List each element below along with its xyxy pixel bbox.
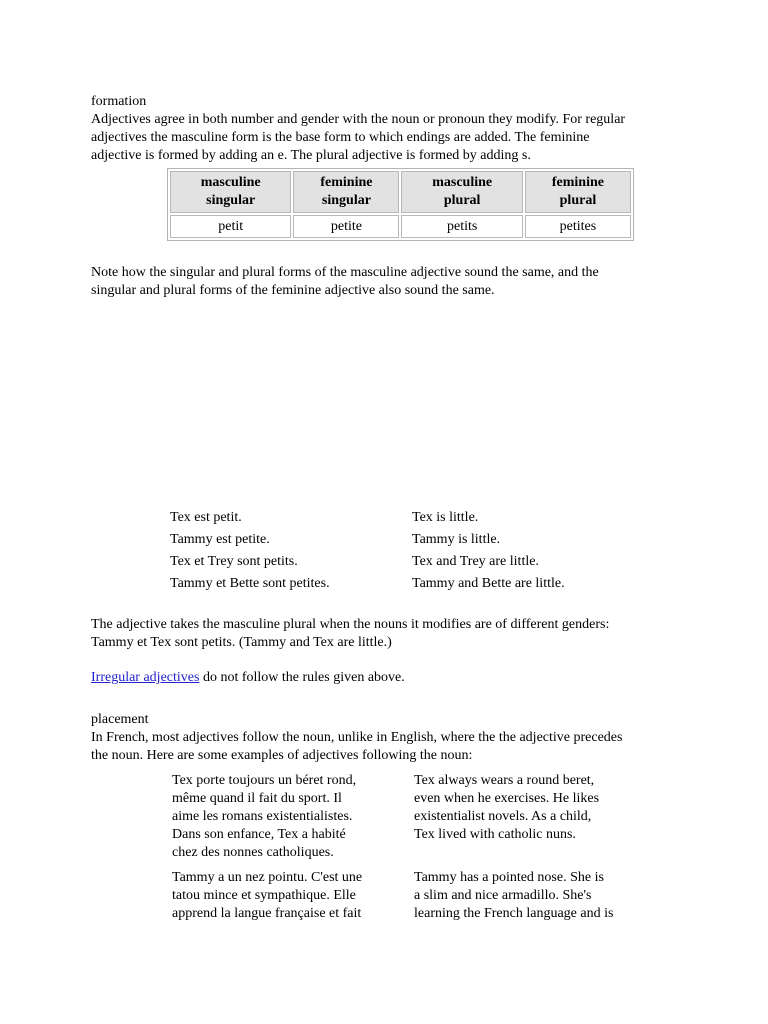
english-line: Tammy has a pointed nose. She is (414, 870, 604, 885)
placement-french-block (172, 869, 402, 923)
irregular-text: do not follow the rules given above. (199, 670, 405, 685)
english-line: Tex always wears a round beret, (414, 773, 595, 788)
mixed-gender-line: Tammy et Tex sont petits. (Tammy and Tex are little.) (91, 635, 392, 650)
french-line: chez des nonnes catholiques. (172, 845, 334, 860)
placement-english-block (414, 869, 644, 923)
placement-intro-line: the noun. Here are some examples of adjectives following the noun: (91, 748, 473, 763)
example-english: Tammy and Bette are little. (412, 576, 565, 591)
irregular-paragraph (91, 669, 681, 687)
header-feminine-singular: feminine singular (293, 171, 399, 213)
mixed-gender-paragraph (91, 616, 681, 652)
english-line: learning the French language and is (414, 906, 614, 921)
formation-heading: formation (91, 94, 147, 109)
example-english: Tex is little. (412, 510, 479, 525)
placement-section (91, 711, 681, 765)
english-line: existentialist novels. As a child, (414, 809, 592, 824)
formation-intro-line: adjective is formed by adding an e. The plural adjective is formed by adding s. (91, 148, 531, 163)
header-masculine-singular: masculine singular (170, 171, 291, 213)
table-cell: petits (401, 215, 522, 238)
example-english: Tex and Trey are little. (412, 554, 539, 569)
example-french: Tammy et Bette sont petites. (170, 576, 330, 591)
french-line: Tammy a un nez pointu. C'est une (172, 870, 363, 885)
formation-section (91, 93, 681, 165)
english-line: even when he exercises. He likes (414, 791, 600, 806)
note-line: Note how the singular and plural forms of the masculine adjective sound the same, and the (91, 265, 599, 280)
placement-english-block (414, 772, 644, 844)
header-masculine-plural: masculine plural (401, 171, 522, 213)
example-french: Tex est petit. (170, 510, 242, 525)
english-line: Tex lived with catholic nuns. (414, 827, 576, 842)
formation-intro-line: adjectives the masculine form is the base form to which endings are added. The feminine (91, 130, 590, 145)
table-cell: petites (525, 215, 631, 238)
mixed-gender-line: The adjective takes the masculine plural when the nouns it modifies are of different genders: (91, 617, 610, 632)
placement-heading: placement (91, 712, 149, 727)
adjective-forms-table (167, 168, 634, 241)
header-feminine-plural: feminine plural (525, 171, 631, 213)
french-line: Dans son enfance, Tex a habité (172, 827, 346, 842)
table-cell: petit (170, 215, 291, 238)
table-header-row (170, 171, 631, 213)
formation-intro-line: Adjectives agree in both number and gender with the noun or pronoun they modify. For regular (91, 112, 626, 127)
french-line: même quand il fait du sport. Il (172, 791, 342, 806)
table-row (170, 215, 631, 238)
note-line: singular and plural forms of the feminine adjective also sound the same. (91, 283, 495, 298)
french-line: apprend la langue française et fait (172, 906, 362, 921)
note-paragraph (91, 264, 681, 300)
placement-intro-line: In French, most adjectives follow the noun, unlike in English, where the the adjective precedes (91, 730, 623, 745)
placement-french-block (172, 772, 402, 862)
french-line: tatou mince et sympathique. Elle (172, 888, 356, 903)
example-french: Tammy est petite. (170, 532, 270, 547)
example-english: Tammy is little. (412, 532, 501, 547)
irregular-adjectives-link[interactable]: Irregular adjectives (91, 670, 200, 685)
example-french: Tex et Trey sont petits. (170, 554, 298, 569)
table-cell: petite (293, 215, 399, 238)
french-line: Tex porte toujours un béret rond, (172, 773, 357, 788)
french-line: aime les romans existentialistes. (172, 809, 353, 824)
english-line: a slim and nice armadillo. She's (414, 888, 592, 903)
